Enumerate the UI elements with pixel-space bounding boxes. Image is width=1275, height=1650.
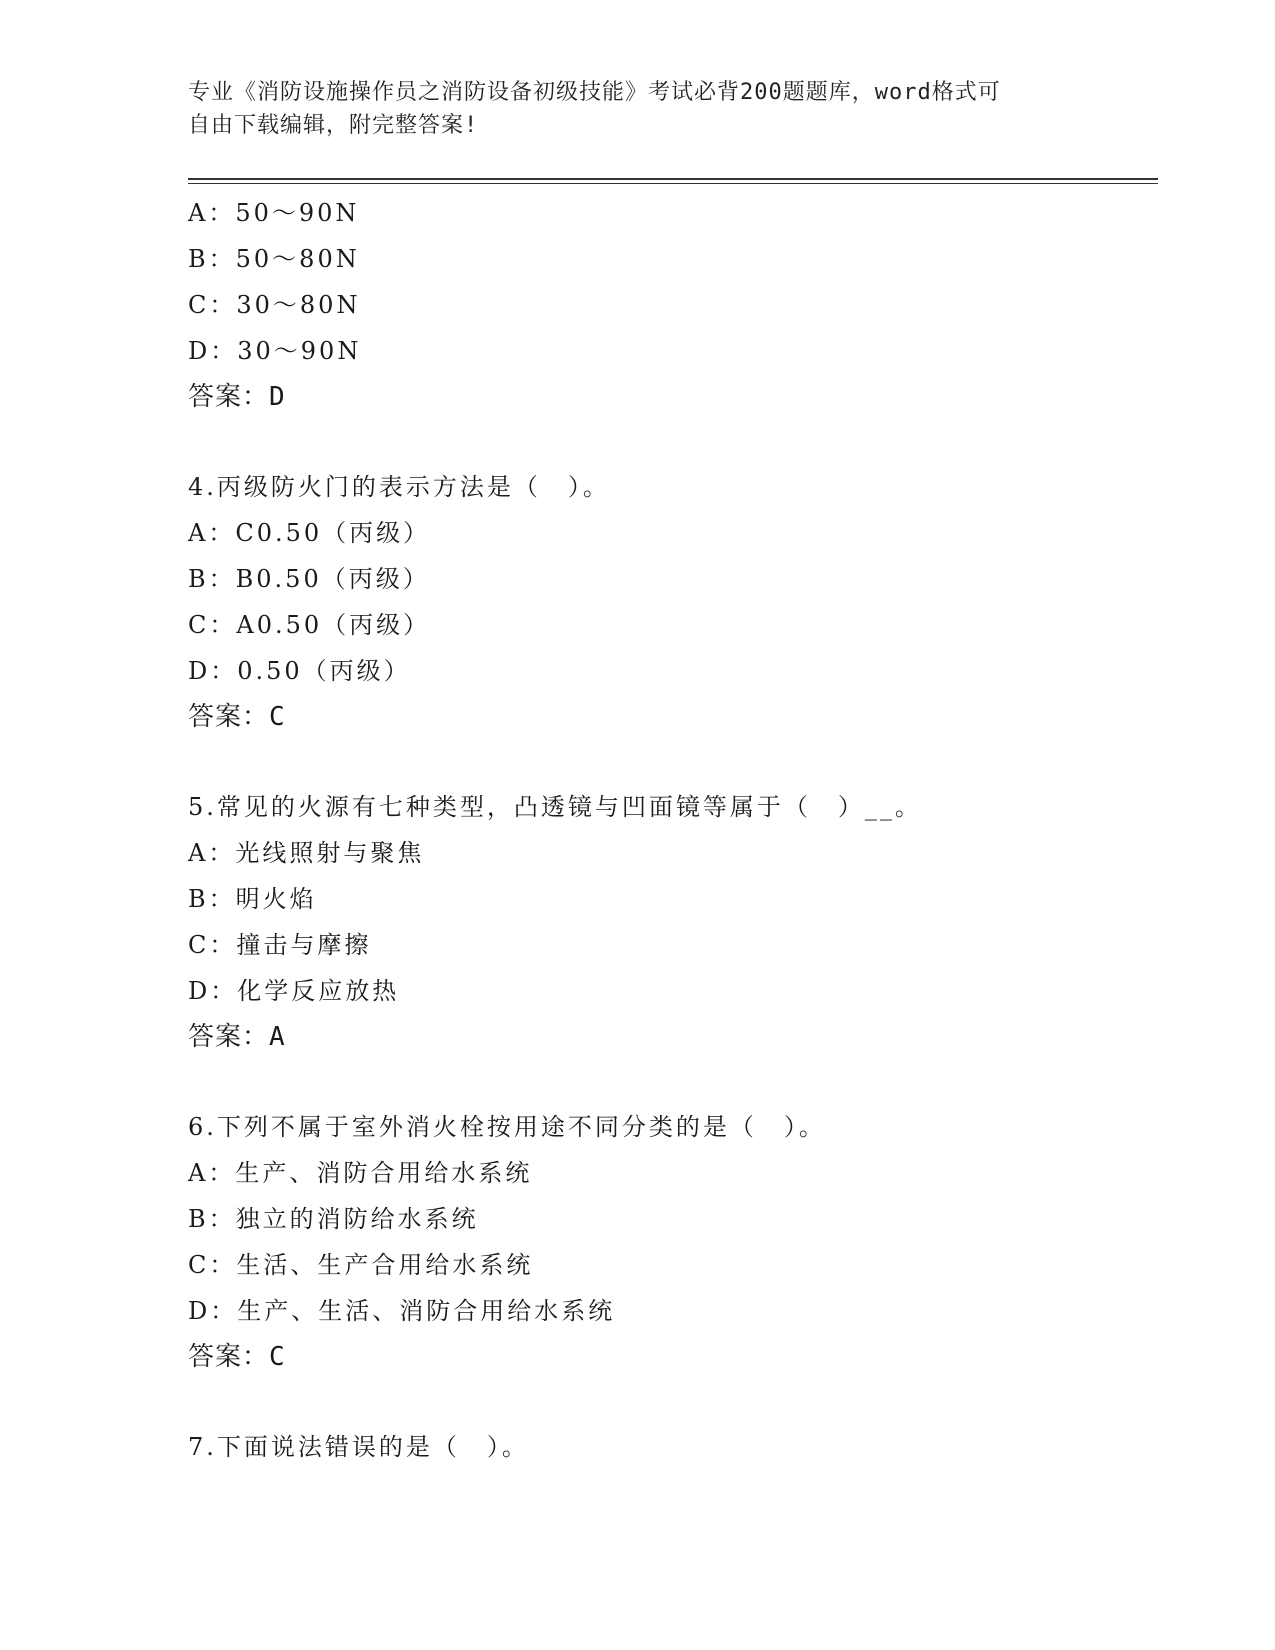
option-d: D：化学反应放热: [188, 977, 400, 1005]
document-header: [188, 76, 1078, 142]
option-b: B：明火焰: [188, 885, 317, 913]
option-b: B：50～80N: [188, 245, 360, 273]
question-stem: 5.常见的火源有七种类型，凸透镜与凹面镜等属于（ ）__。: [188, 793, 922, 821]
option-d: D：0.50（丙级）: [188, 657, 411, 685]
question-stem: 7.下面说法错误的是（ ）。: [188, 1433, 529, 1461]
header-rule-thick: [188, 178, 1158, 180]
question-stem: 4.丙级防火门的表示方法是（ ）。: [188, 473, 610, 501]
option-c: C：A0.50（丙级）: [188, 611, 431, 639]
option-c: C：生活、生产合用给水系统: [188, 1251, 534, 1279]
option-d: D：生产、生活、消防合用给水系统: [188, 1297, 616, 1325]
question-stem: 6.下列不属于室外消火栓按用途不同分类的是（ ）。: [188, 1113, 826, 1141]
header-line-1: 专业《消防设施操作员之消防设备初级技能》考试必背200题题库，word格式可: [188, 80, 1001, 105]
option-d: D：30～90N: [188, 337, 362, 365]
question-block-4: [188, 464, 1148, 740]
option-b: B：B0.50（丙级）: [188, 565, 430, 593]
option-a: A：光线照射与聚焦: [188, 839, 425, 867]
question-block-6: [188, 1104, 1148, 1380]
answer-line: 答案：A: [188, 1022, 286, 1052]
option-a: A：生产、消防合用给水系统: [188, 1159, 533, 1187]
question-block-continued: [188, 190, 1148, 420]
header-line-2: 自由下载编辑，附完整答案!: [188, 113, 479, 138]
answer-line: 答案：C: [188, 702, 286, 732]
option-c: C：撞击与摩擦: [188, 931, 372, 959]
option-a: A：C0.50（丙级）: [188, 519, 431, 547]
question-list: [188, 190, 1148, 1470]
option-c: C：30～80N: [188, 291, 361, 319]
answer-line: 答案：D: [188, 382, 286, 412]
answer-line: 答案：C: [188, 1342, 286, 1372]
question-block-5: [188, 784, 1148, 1060]
question-block-7: [188, 1424, 1148, 1470]
option-b: B：独立的消防给水系统: [188, 1205, 479, 1233]
header-rule-thin: [188, 183, 1158, 184]
option-a: A：50～90N: [188, 199, 360, 227]
